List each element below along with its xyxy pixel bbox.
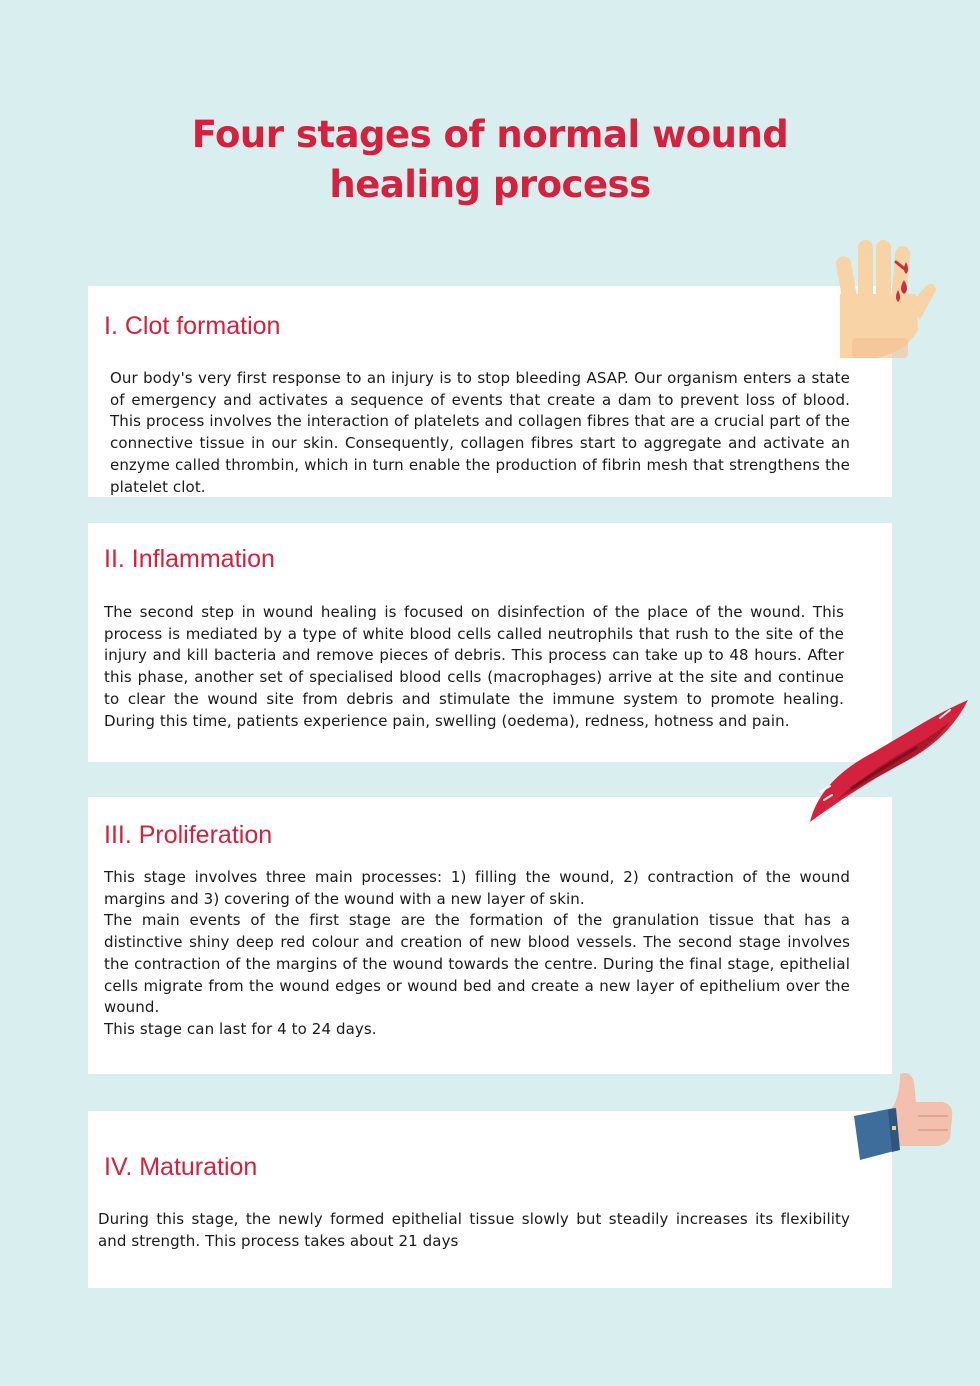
page-title-line-1: Four stages of normal wound [191,113,789,156]
section-body-line: This stage can last for 4 to 24 days. [104,1019,377,1038]
wound-cut-icon [800,696,972,826]
section-card-maturation [88,1111,892,1288]
section-heading: IV. Maturation [104,1153,258,1181]
page-title-line-2: healing process [329,163,651,206]
section-card-inflammation [88,523,892,762]
section-body: Our body's very first response to an injury is to stop bleeding ASAP. Our organism enters a state of emergency and activates a sequence of events that create a dam to prevent loss of blood. This process involves the interaction of platelets and collagen fibres that are a crucial part of the connective tissue in our skin. Consequently, collagen fibres start to aggregate and activate an enzyme called thrombin, which in turn enable the production of fibrin mesh that strengthens the platelet clot. [110,369,850,496]
section-body-line: This stage involves three main processes: 1) filling the wound, 2) contraction of the wound margins and 3) covering of the wound with a new layer of skin. [104,868,850,908]
thumbs-up-icon [848,1068,958,1164]
section-body: The second step in wound healing is focused on disinfection of the place of the wound. This process is mediated by a type of white blood cells called neutrophils that rush to the site of the injury and kill bacteria and remove pieces of debris. This process can take up to 48 hours. After this phase, another set of specialised blood cells (macrophages) arrive at the site and continue to clear the wound site from debris and stimulate the immune system to promote healing. During this time, patients experience pain, swelling (oedema), redness, hotness and pain. [104,603,844,730]
page-title [0,110,980,210]
section-card-proliferation [88,797,892,1074]
section-card-clot-formation [88,286,892,497]
section-heading: III. Proliferation [104,821,273,849]
section-heading: I. Clot formation [104,312,281,340]
section-heading: II. Inflammation [104,545,275,573]
section-body-line: The main events of the first stage are the formation of the granulation tissue that has a distinctive shiny deep red colour and creation of new blood vessels. The second stage involves the contraction of the margins of the wound towards the centre. During the final stage, epithelial cells migrate from the wound edges or wound bed and create a new layer of epithelium over the wound. [104,911,850,1017]
section-body [104,867,850,1041]
section-body: During this stage, the newly formed epithelial tissue slowly but steadily increases its flexibility and strength. This process takes about 21 days [98,1210,850,1250]
bleeding-hand-icon [826,234,938,366]
